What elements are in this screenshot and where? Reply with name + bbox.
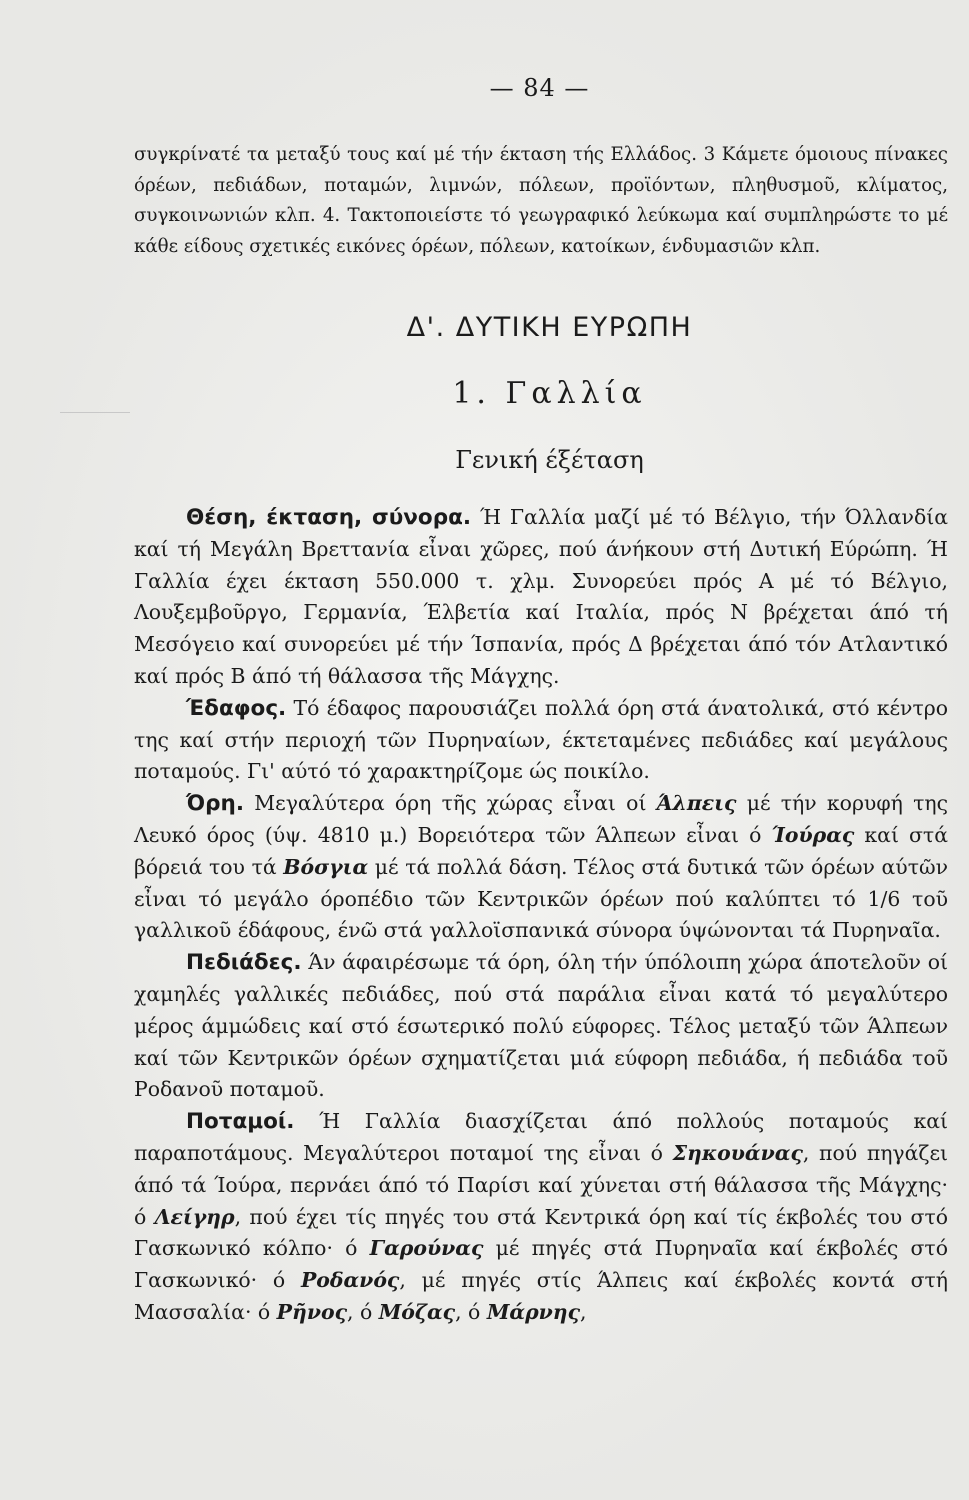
- emphasized-term: Ίούρας: [771, 822, 855, 847]
- paragraph-text: καί στά βόρειά του τά: [134, 822, 948, 879]
- paragraph-text: Άν άφαιρέσωμε τά όρη, όλη τήν ύπόλοιπη χώρα άποτελοῦν οί χαμηλές γαλλικές πεδιάδες, πού στά παράλια εἶναι κατά τό μεγαλύτερο μέρος άμμώδεις καί στό έσωτερικό πολύ εύφορες. Τέλος μεταξύ τῶν Άλπεων καί τῶν Κεντρικῶν όρέων σχηματίζεται μιά εύφορη πεδιάδα, ή πεδιάδα τοῦ Ροδανοῦ ποταμοῦ.: [134, 950, 948, 1102]
- paragraph-text: , ό: [347, 1299, 379, 1324]
- paragraph-heading: Ποταμοί.: [186, 1109, 295, 1135]
- paragraph-text: μέ τά πολλά δάση. Τέλος στά δυτικά τῶν όρέων αύτῶν εἶναι τό μεγάλο όροπέδιο τῶν Κεντρικῶν όρέων πού καλύπτει τό 1/6 τοῦ γαλλικοῦ έδάφους, ένῶ στά γαλλοϊσπανικά σύνορα ύψώνονται τά Πυρηναῖα.: [134, 854, 948, 943]
- paragraph-text: Τό έδαφος παρουσιάζει πολλά όρη στά άνατολικά, στό κέντρο της καί στήν περιοχή τῶν Πυρηναίων, έκτεταμένες πεδιάδες καί μεγάλους ποταμούς. Γι' αύτό τό χαρακτηρίζομε ώς ποικίλο.: [134, 695, 948, 784]
- paragraph-text: , ό: [455, 1299, 487, 1324]
- emphasized-term: Λείγηρ: [154, 1204, 235, 1229]
- emphasized-term: Σηκουάνας: [672, 1140, 803, 1165]
- paragraph-text: Ή Γαλλία μαζί μέ τό Βέλγιο, τήν Όλλανδία καί τή Μεγάλη Βρεττανία εἶναι χῶρες, πού άνήκουν στή Δυτική Εύρώπη. Ή Γαλλία έχει έκταση 550.000 τ. χλμ. Συνορεύει πρός Α μέ τό Βέλγιο, Λουξεμβοῦργο, Γερμανία, Έλβετία καί Ιταλία, πρός Ν βρέχεται άπό τή Μεσόγειο καί συνορεύει μέ τήν Ίσπανία, πρός Δ βρέχεται άπό τόν Ατλαντικό καί πρός Β άπό τή θάλασσα τῆς Μάγχης.: [134, 505, 948, 688]
- intro-paragraph: συγκρίνατέ τα μεταξύ τους καί μέ τήν έκταση τής Ελλάδος. 3 Κάμετε όμοιους πίνακες όρέων, πεδιάδων, ποταμών, λιμνών, πόλεων, προϊόντων, πληθυσμοῦ, κλίματος, συγκοινωνιών κλπ. 4. Τακτοποιείστε τό γεωγραφικό λεύκωμα καί συμπληρώστε το μέ κάθε είδους σχετικές εικόνες όρέων, πόλεων, κατοίκων, ένδυμασιῶν κλπ.: [134, 144, 948, 257]
- paragraph-terrain: [134, 693, 948, 788]
- emphasized-term: Μόζας: [378, 1299, 456, 1324]
- paragraph-text: ,: [580, 1299, 587, 1324]
- emphasized-term: Γαρούνας: [369, 1236, 484, 1261]
- section-title: Δ'. ΔΥΤΙΚΗ ΕΥΡΩΠΗ: [406, 312, 693, 343]
- chapter-title: 1. Γαλλία: [452, 376, 647, 411]
- emphasized-term: Ροδανός: [300, 1268, 400, 1293]
- paragraph-text: , μέ πηγές στίς Άλπεις καί έκβολές κοντά στή Μασσαλία· ό: [134, 1268, 948, 1324]
- scan-mark: [60, 412, 130, 413]
- paragraph-text: Ή Γαλλία διασχίζεται άπό πολλούς ποταμούς καί παραποτάμους. Μεγαλύτεροι ποταμοί της εἶναι ό: [134, 1109, 948, 1165]
- subsection-title: Γενική έξέταση: [455, 446, 644, 474]
- emphasized-term: Μάρνης: [486, 1299, 581, 1324]
- paragraph-heading: Πεδιάδες.: [186, 950, 302, 976]
- paragraph-position: [134, 502, 948, 693]
- emphasized-term: Βόσγια: [283, 854, 369, 879]
- paragraph-heading: Έδαφος.: [186, 695, 287, 721]
- paragraph-mountains: [134, 788, 948, 947]
- emphasized-term: Ρῆνος: [276, 1299, 347, 1324]
- paragraph-plains: [134, 947, 948, 1106]
- paragraph-text: , πού έχει τίς πηγές του στά Κεντρικά όρη καί τίς έκβολές του στό Γασκωνικό κόλπο· ό: [134, 1204, 948, 1261]
- body-text: [134, 502, 948, 1329]
- paragraph-text: μέ τήν κορυφή της Λευκό όρος (ύψ. 4810 μ.) Βορειότερα τῶν Άλπεων εἶναι ό: [134, 791, 948, 847]
- paragraph-text: Μεγαλύτερα όρη τῆς χώρας εἶναι οί: [244, 791, 657, 816]
- paragraph-text: , πού πηγάζει άπό τά Ίούρα, περνάει άπό τό Παρίσι καί χύνεται στή θάλασσα τῆς Μάγχης· ό: [134, 1140, 949, 1229]
- paragraph-text: μέ πηγές στά Πυρηναῖα καί έκβολές στό Γασκωνικό· ό: [134, 1236, 948, 1293]
- paragraph-heading: Θέση, έκταση, σύνορα.: [186, 505, 472, 530]
- page-number: — 84 —: [489, 74, 590, 102]
- emphasized-term: Άλπεις: [656, 791, 737, 816]
- paragraph-heading: Όρη.: [186, 791, 245, 817]
- paragraph-rivers: [134, 1106, 948, 1329]
